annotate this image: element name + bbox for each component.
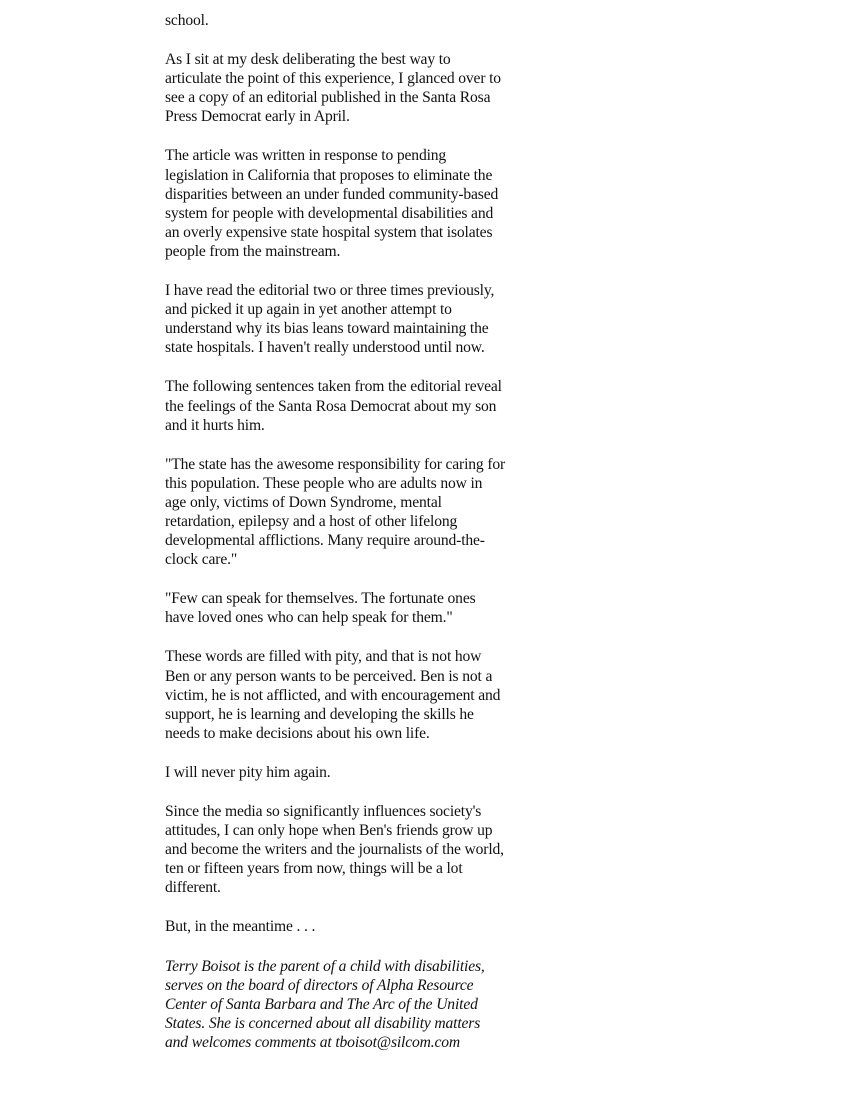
author-bio: Terry Boisot is the parent of a child with disabilities, serves on the board of directors of Alpha Resource Center of Santa Barbara and The Arc of the United States. She is concerned about all disability matters and welcomes comments at tboisot@silcom.com bbox=[165, 957, 485, 1051]
article-column bbox=[165, 11, 557, 1052]
paragraph-sentences-reveal: The following sentences taken from the editorial reveal the feelings of the Santa Rosa Democrat about my son and it hurts him. bbox=[165, 378, 502, 434]
paragraph-pity: These words are filled with pity, and that is not how Ben or any person wants to be perceived. Ben is not a victim, he is not afflicted, and with encouragement and support, he is learning and developing the skills he needs to make decisions about his own life. bbox=[165, 648, 501, 742]
paragraph-continuation: school. bbox=[165, 12, 209, 29]
paragraph-legislation: The article was written in response to pending legislation in California that proposes to eliminate the disparities between an under funded community-based system for people with developmental disabilities and an overly expensive state hospital system that isolates people from the mainstream. bbox=[165, 147, 499, 260]
paragraph-quote-responsibility: "The state has the awesome responsibility for caring for this population. These people who are adults now in age only, victims of Down Syndrome, mental retardation, epilepsy and a host of other lifelong developmental afflictions. Many require around-the- clock care." bbox=[165, 455, 506, 569]
paragraph-quote-few-can-speak: "Few can speak for themselves. The fortunate ones have loved ones who can help speak for them." bbox=[165, 590, 476, 627]
paragraph-editorial-bias: I have read the editorial two or three times previously, and picked it up again in yet another attempt to understand why its bias leans toward maintaining the state hospitals. I haven't really understood until now. bbox=[165, 282, 495, 357]
paragraph-media-influence: Since the media so significantly influences society's attitudes, I can only hope when Ben's friends grow up and become the writers and the journalists of the world, ten or fifteen years from now, things will be a lot different. bbox=[165, 803, 504, 897]
paragraph-meantime: But, in the meantime . . . bbox=[165, 918, 316, 936]
paragraph-editorial-intro: As I sit at my desk deliberating the best way to articulate the point of this experience, I glanced over to see a copy of an editorial published in the Santa Rosa Press Democrat early in April. bbox=[165, 51, 501, 126]
paragraph-never-pity: I will never pity him again. bbox=[165, 763, 331, 781]
